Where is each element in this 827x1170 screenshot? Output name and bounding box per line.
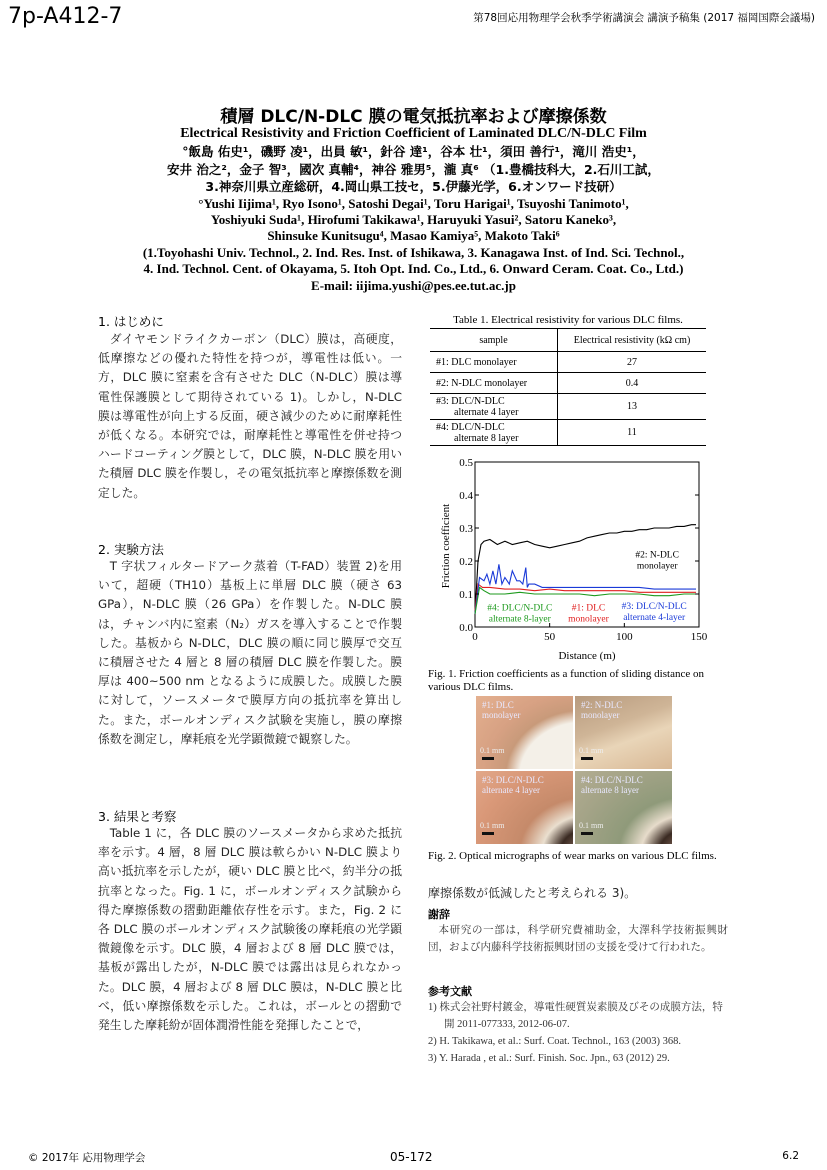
sample-name-sub: alternate 4 layer [454,406,519,418]
series-annotation [635,551,679,572]
authors-en-line: Yoshiyuki Suda¹, Hirofumi Takikawa¹, Haruyuki Yasui², Satoru Kaneko³, [210,212,617,227]
annotation-line: #4: DLC/N-DLC [487,603,553,614]
micrograph-tile [476,696,573,769]
sample-name: #1: DLC monolayer [436,356,517,368]
section-body-method: T 字状フィルタードアーク蒸着（T-FAD）装置 2)を用いて，超硬（TH10）基板上に単層 DLC 膜（硬さ 63 GPa），N-DLC 膜（26 GPa）を作製した。N-DLC 膜は，チャンバ内に窒素（N₂）ガスを導入することで作製した。基板から N-DLC，DLC 膜の順に同じ膜厚で交互に積層させた 4 層と 8 層の積層 DLC 膜を作製した。膜厚は 400~500 nm となるように成膜した。成膜した膜に対して，ソースメータで膜厚方向の抵抗率を算出した。また，ボールオンディスク試験を実施し，膜の摩擦係数を測定し，摩耗痕を光学顕微鏡で観察した。 [98,559,402,746]
authors-ja-line: 3.神奈川県立産総研，4.岡山県工技セ，5.伊藤光学，6.オンワード技研） [205,179,622,194]
micrograph-grid [476,696,672,844]
authors-ja-line: 安井 治之²，金子 智³，國次 真輔⁴，神谷 雅男⁵，瀧 真⁶ （1.豊橋技科大，2.石川工試， [167,161,660,177]
section-heading-results: 3. 結果と考察 [98,809,177,824]
annotation-line: monolayer [636,561,678,572]
sample-name: #3: DLC/N-DLC [436,395,505,407]
figure1-caption: Fig. 1. Friction coefficients as a function of sliding distance on various DLC films. [428,668,704,693]
footer-page-number: 05-172 [390,1150,433,1164]
micrograph-tile [575,771,672,844]
table-header-row [430,329,706,352]
y-tick-label: 0.0 [459,622,473,634]
title-ja: 積層 DLC/N-DLC 膜の電気抵抗率および摩擦係数 [220,107,607,127]
annotation-line: monolayer [568,614,609,625]
references-list [428,999,728,1067]
ack-heading: 謝辞 [428,908,450,921]
table-cell-value: 0.4 [625,377,639,389]
footer-section-number: 6.2 [782,1150,799,1162]
scale-label: 0.1 mm [579,746,604,755]
session-id: 7p-A412-7 [8,4,123,29]
scale-label: 0.1 mm [579,821,604,830]
section-heading-intro: 1. はじめに [98,314,164,329]
references-heading: 参考文献 [428,985,472,998]
x-axis-label: Distance (m) [558,650,616,662]
footer-copyright: © 2017年 応用物理学会 [28,1152,146,1164]
table-cell-value: 27 [627,356,637,368]
affiliations-en [70,245,757,277]
affiliation-line: (1.Toyohashi Univ. Technol., 2. Ind. Res. Inst. of Ishikawa, 3. Kanagawa Inst. of Ind. Sci. Technol., [142,245,685,260]
series-annotation [622,602,687,623]
authors-ja-line: °飯島 佑史¹，磯野 凌¹，出員 敏¹，針谷 達¹，谷本 壮¹，須田 善行¹，滝川 浩史¹， [182,144,645,159]
annotation-line: alternate 4-layer [623,612,686,623]
x-tick-label: 150 [690,631,708,643]
section-heading-method: 2. 実験方法 [98,542,164,557]
annotation-line: #1: DLC [571,603,606,614]
conference-name: 第78回応用物理学会秋季学術講演会 講演予稿集 (2017 福岡国際会議場) [473,12,815,24]
affiliation-line: 4. Ind. Technol. Cent. of Okayama, 5. Itoh Opt. Ind. Co., Ltd., 6. Onward Ceram. Coat. Co., Ltd.) [143,261,684,276]
table-row [430,373,706,394]
table-header-cell: sample [430,329,558,352]
y-axis-label: Friction coefficient [440,503,452,589]
micrograph-label: #2: N-DLC monolayer [581,700,623,720]
email[interactable]: E-mail: iijima.yushi@pes.ee.tut.ac.jp [311,278,516,293]
x-tick-label: 100 [616,631,633,643]
table-cell-sample [430,373,558,394]
reference-item: 1) 株式会社野村鍍金，導電性硬質炭素膜及びその成膜方法，特開 2011-077333, 2012-06-07. [428,1002,723,1030]
table-cell-sample [430,352,558,373]
table-header-cell: Electrical resistivity (kΩ cm) [573,334,691,346]
annotation-line: #3: DLC/N-DLC [621,601,687,612]
table-row [430,420,706,446]
scale-label: 0.1 mm [480,746,505,755]
micrograph-tile [575,696,672,769]
section-body-intro: ダイヤモンドライクカーボン（DLC）膜は，高硬度，低摩擦などの優れた特性を持つが，導電性は低い。一方，DLC 膜に窒素を含有させた DLC（N-DLC）膜は導電性保護膜として期待されている 1)。しかし，N-DLC 膜は導電性が向上する反面，硬さ減少のために耐摩耗性が低くなる。本研究では，耐摩耗性と導電性を併せ持つハードコーティング膜として，DLC 膜，N-DLC 膜を用いた積層 DLC 膜を作製し，その電気抵抗率と摩擦係数を測定した。 [98,332,402,500]
y-tick-label: 0.5 [459,457,473,469]
section-body-results: Table 1 に，各 DLC 膜のソースメータから求めた抵抗率を示す。4 層，8 層 DLC 膜は軟らかい N-DLC 膜より高い抵抗率を示したが，硬い DLC 膜と比べ，約半分の抵抗率となった。Fig. 1 に，ボールオンディスク試験から得た摩擦係数の摺動距離依存性を示す。また，Fig. 2 に各 DLC 膜のボールオンディスク試験後の摩耗痕の光学顕微鏡像を示す。DLC 膜，4 層および 8 層 DLC 膜では，基板が露出したが，N-DLC 膜では露出は見られなかった。DLC 膜，4 層および 8 層 DLC 膜は，N-DLC 膜と比べ，低い摩擦係数を示した。これは，ボールとの摺動で発生した摩耗紛が固体潤滑性能を発揮したことで， [98,826,402,1033]
x-tick-label: 50 [544,631,556,643]
table-row [430,394,706,420]
title-en: Electrical Resistivity and Friction Coefficient of Laminated DLC/N-DLC Film [180,126,647,141]
micrograph-label: #4: DLC/N-DLC alternate 8 layer [581,775,643,795]
scale-bar [581,832,593,835]
authors-en-line: Shinsuke Kunitsugu⁴, Masao Kamiya⁵, Makoto Taki⁶ [267,228,560,243]
table-cell-value: 13 [627,401,637,412]
scale-bar [482,832,494,835]
y-tick-label: 0.3 [459,523,473,535]
scale-bar [581,757,593,760]
authors-ja [70,143,757,196]
reference-item: 2) H. Takikawa, et al.: Surf. Coat. Technol., 163 (2003) 368. [428,1036,682,1047]
series-annotation [568,604,609,625]
reference-item: 3) Y. Harada , et al.: Surf. Finish. Soc. Jpn., 63 (2012) 29. [428,1053,670,1064]
annotation-line: alternate 8-layer [488,614,551,625]
table-cell-sample [430,420,558,446]
annotation-line: #2: N-DLC [635,550,679,561]
figure2-caption: Fig. 2. Optical micrographs of wear marks on various DLC films. [428,850,717,862]
micrograph-label: #1: DLC monolayer [482,700,521,720]
sample-name: #2: N-DLC monolayer [436,377,528,389]
ack-body: 本研究の一部は，科学研究費補助金，大澤科学技術振興財団，および内藤科学技術振興財団の支援を受けて行われた。 [428,924,728,953]
section-body-results-cont: 摩擦係数が低減したと考えられる 3)。 [428,886,637,900]
authors-en [70,196,757,244]
friction-chart [428,452,728,664]
sample-name: #4: DLC/N-DLC [436,421,505,433]
sample-name-sub: alternate 8 layer [454,432,519,444]
resistivity-table [430,328,706,446]
scale-label: 0.1 mm [480,821,505,830]
series-annotation [487,604,552,625]
table-cell-sample [430,394,558,420]
y-tick-label: 0.1 [459,589,473,601]
scale-bar [482,757,494,760]
table-caption: Table 1. Electrical resistivity for various DLC films. [453,314,683,326]
authors-en-line: °Yushi Iijima¹, Ryo Isono¹, Satoshi Degai¹, Toru Harigai¹, Tsuyoshi Tanimoto¹, [198,196,629,211]
y-tick-label: 0.4 [459,490,473,502]
table-cell-value: 11 [627,427,637,438]
table-row [430,352,706,373]
micrograph-tile [476,771,573,844]
micrograph-label: #3: DLC/N-DLC alternate 4 layer [482,775,544,795]
x-tick-label: 0 [472,631,478,643]
y-tick-label: 0.2 [459,556,473,568]
